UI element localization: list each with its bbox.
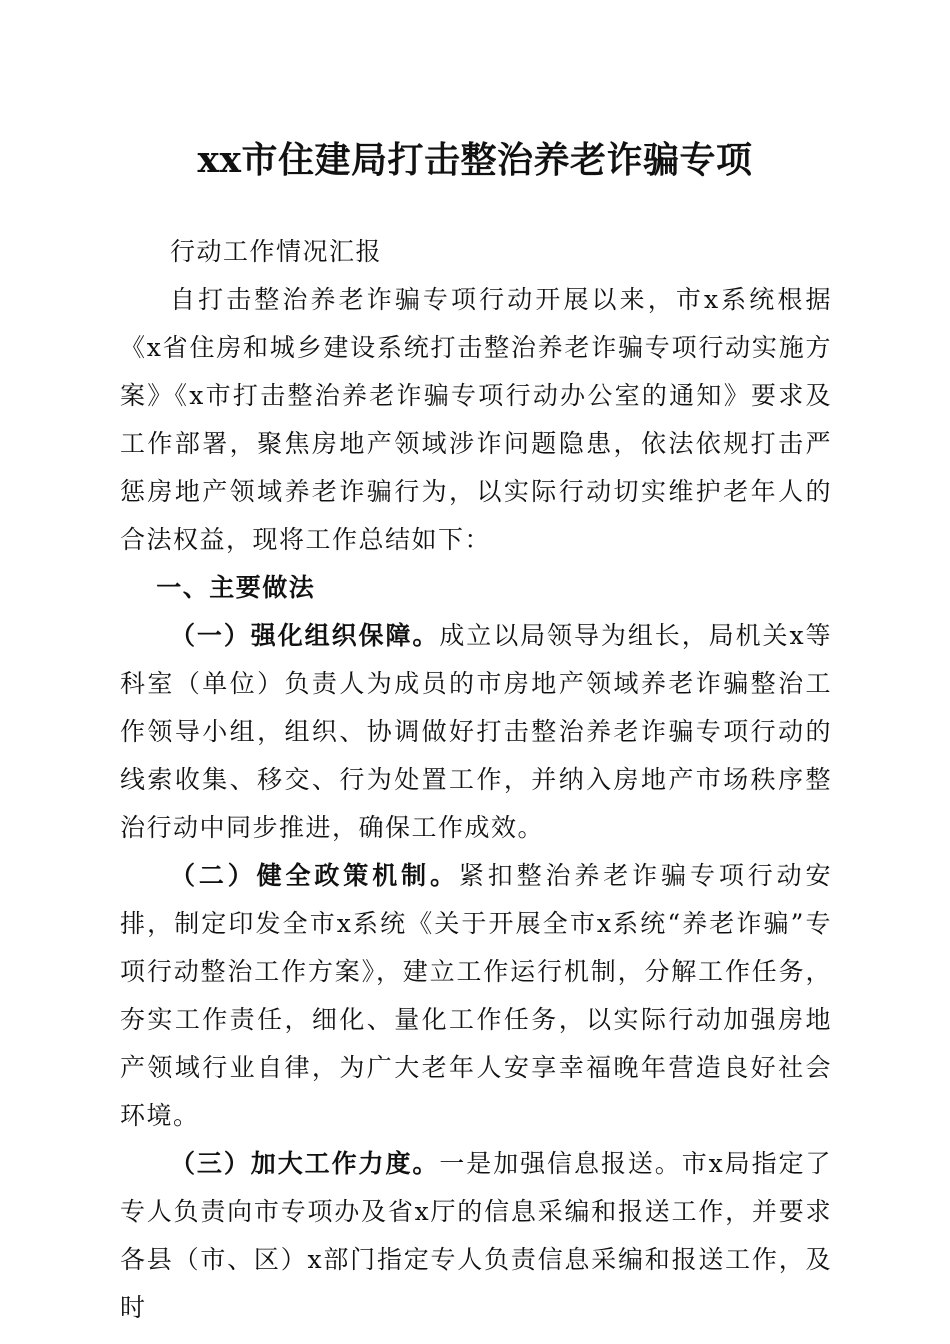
paragraph-lead: （二）健全政策机制。 <box>170 861 459 890</box>
document-subtitle: 行动工作情况汇报 <box>170 237 383 266</box>
intro-paragraph: 自打击整治养老诈骗专项行动开展以来，市x系统根据《x省住房和城乡建设系统打击整治养老诈骗专项行动实施方案》《x市打击整治养老诈骗专项行动办公室的通知》要求及工作部署，聚焦房地产领域涉诈问题隐患，依法依规打击严惩房地产领域养老诈骗行为，以实际行动切实维护老年人的合法权益，现将工作总结如下： <box>120 285 832 554</box>
section-heading-main-practices: 一、主要做法 <box>156 573 316 602</box>
paragraph-organization <box>120 612 832 852</box>
paragraph-lead: （一）强化组织保障。 <box>170 621 440 650</box>
document-title: xx市住建局打击整治养老诈骗专项 <box>197 139 753 181</box>
paragraph-policy <box>120 852 832 1140</box>
paragraph-text: 成立以局领导为组长，局机关x等科室（单位）负责人为成员的市房地产领域养老诈骗整治工作领导小组，组织、协调做好打击整治养老诈骗专项行动的线索收集、移交、行为处置工作，并纳入房地产市场秩序整治行动中同步推进，确保工作成效。 <box>120 621 832 842</box>
paragraph-text: 一是加强信息报送。市x局指定了专人负责向市专项办及省x厅的信息采编和报送工作，并要求各县（市、区）x部门指定专人负责信息采编和报送工作，及时 <box>120 1149 832 1322</box>
paragraph-text: 紧扣整治养老诈骗专项行动安排，制定印发全市x系统《关于开展全市x系统“养老诈骗”专项行动整治工作方案》，建立工作运行机制，分解工作任务，夯实工作责任，细化、量化工作任务，以实际行动加强房地产领域行业自律，为广大老年人安享幸福晚年营造良好社会环境。 <box>120 861 832 1130</box>
paragraph-effort <box>120 1140 832 1332</box>
paragraph-lead: （三）加大工作力度。 <box>170 1149 440 1178</box>
document-body <box>120 228 832 1332</box>
